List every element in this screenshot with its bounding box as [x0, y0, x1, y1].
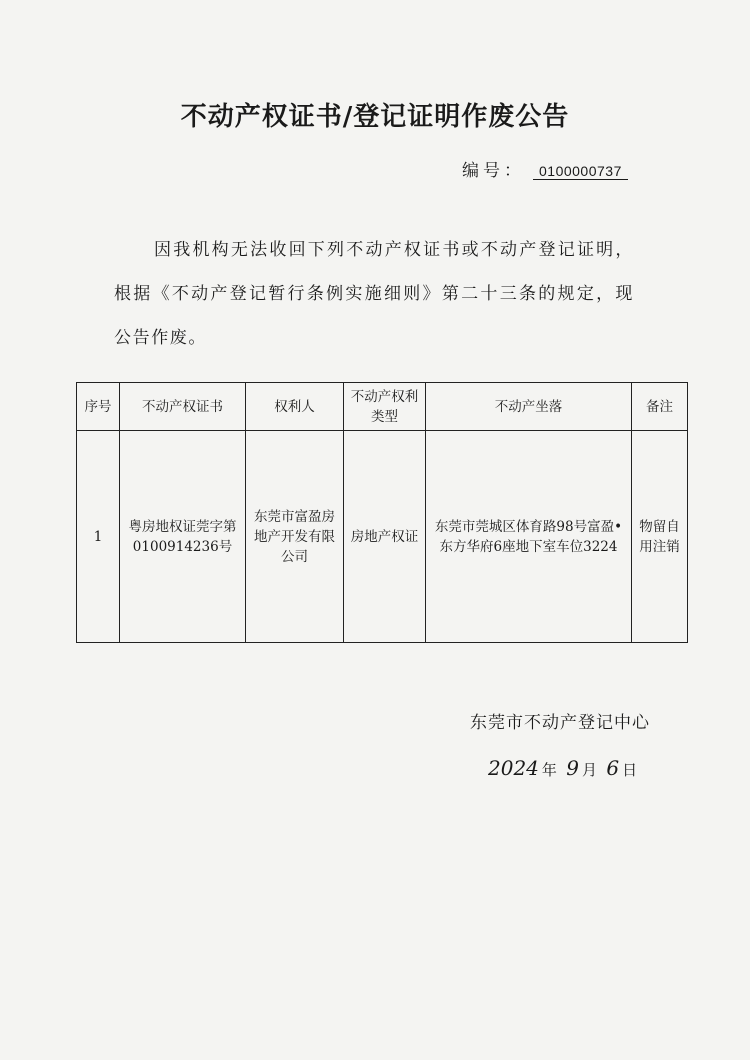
- date-year: 2024: [488, 756, 539, 780]
- cell-location: 东莞市莞城区体育路98号富盈•东方华府6座地下室车位3224: [426, 431, 632, 643]
- notice-table: [76, 382, 688, 643]
- notice-body-text: 因我机构无法收回下列不动产权证书或不动产登记证明，根据《不动产登记暂行条例实施细则》第二十三条的规定，现公告作废。: [114, 240, 634, 348]
- header-certificate: 不动产权证书: [120, 383, 246, 431]
- date-day: 6: [606, 756, 620, 780]
- cell-remark: 物留自用注销: [632, 431, 688, 643]
- date-month: 9: [566, 756, 580, 780]
- header-right-type: 不动产权利类型: [344, 383, 426, 431]
- handwritten-date: [488, 756, 640, 780]
- header-remark: 备注: [632, 383, 688, 431]
- header-seq: 序号: [77, 383, 120, 431]
- document-number-label: 编号：: [462, 161, 525, 181]
- header-location: 不动产坐落: [426, 383, 632, 431]
- document-number: [462, 156, 628, 181]
- date-month-char: 月: [582, 761, 598, 779]
- page-title: 不动产权证书/登记证明作废公告: [180, 102, 570, 132]
- cell-seq: 1: [77, 431, 120, 643]
- header-holder: 权利人: [246, 383, 344, 431]
- cell-right-type: 房地产权证: [344, 431, 426, 643]
- date-year-char: 年: [541, 761, 557, 779]
- cell-holder: 东莞市富盈房地产开发有限公司: [246, 431, 344, 643]
- cell-certificate: 粤房地权证莞字第0100914236号: [120, 431, 246, 643]
- date-day-char: 日: [622, 761, 638, 779]
- document-number-value: 0100000737: [533, 163, 628, 180]
- table-row: [77, 431, 688, 643]
- table-header-row: [77, 383, 688, 431]
- issuing-authority: 东莞市不动产登记中心: [470, 713, 650, 733]
